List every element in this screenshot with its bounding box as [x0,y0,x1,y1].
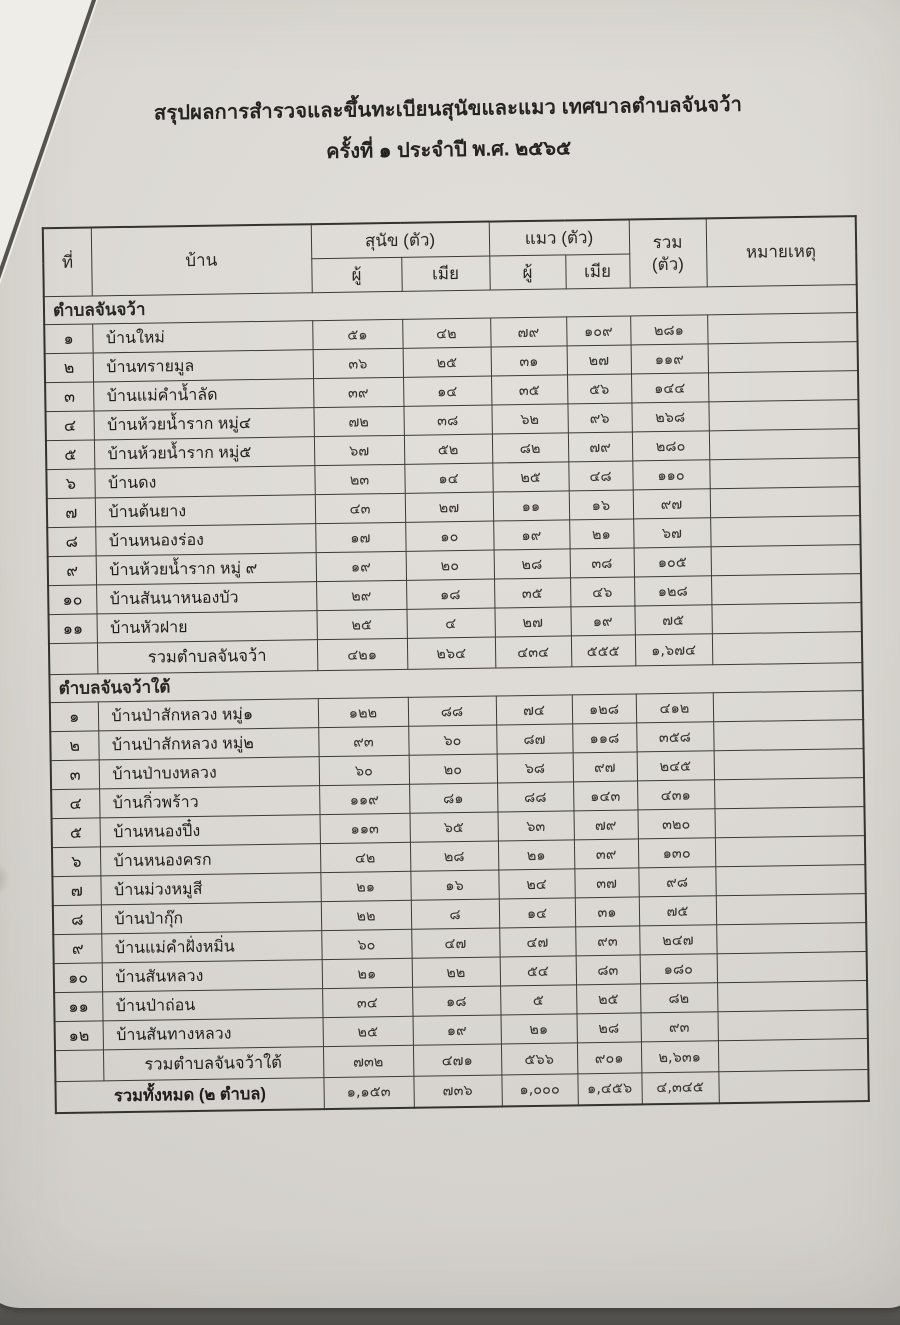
sum-total-cell: ๒,๖๓๑ [641,1041,718,1073]
remark-cell [717,981,867,1012]
row-number-cell: ๘ [47,527,95,557]
cat-male-cell: ๒๗ [494,607,570,637]
header-cat-female: เมีย [565,254,629,289]
remark-cell [713,691,863,722]
sum-remark-cell [718,1039,868,1072]
row-number-cell: ๖ [46,469,94,499]
row-total-cell: ๑๔๔ [631,373,708,403]
row-total-cell: ๒๔๕ [637,751,714,781]
cat-male-cell: ๖๘ [497,753,573,783]
header-total-line1: รวม [652,232,683,253]
cat-male-cell: ๗๔ [496,695,572,725]
remark-cell [713,720,863,751]
village-name-cell: บ้านใหม่ [92,321,312,353]
row-total-cell: ๙๘ [638,867,715,897]
cat-female-cell: ๗๙ [573,810,637,840]
dog-male-cell: ๔๒ [320,842,410,872]
village-name-cell: บ้านแม่คำฝั่งหมิ่น [101,931,321,963]
dog-female-cell: ๒๐ [409,754,497,784]
table-header [43,216,857,297]
sum-cat-male-cell: ๕๖๖ [501,1043,577,1075]
row-total-cell: ๘๒ [640,983,717,1013]
cat-female-cell: ๓๙ [574,839,638,869]
dog-female-cell: ๖๐ [408,725,496,755]
sum-cat-female-cell: ๕๕๕ [571,635,635,667]
table-body [44,285,869,1082]
village-name-cell: บ้านห้วยน้ำราก หมู่๔ [93,408,313,440]
village-name-cell: บ้านสันทางหลวง [103,1018,323,1050]
dog-male-cell: ๖๐ [321,929,411,959]
row-number-cell: ๒ [50,731,98,761]
dog-female-cell: ๒๒ [412,957,500,987]
row-total-cell: ๖๗ [633,518,710,548]
remark-cell [716,923,866,954]
row-number-cell: ๙ [48,556,96,586]
remark-cell [709,429,859,460]
cat-male-cell: ๘๒ [492,433,568,463]
dog-male-cell: ๓๖ [313,348,403,378]
dog-male-cell: ๑๙ [316,551,406,581]
remark-cell [716,894,866,925]
cat-male-cell: ๒๕ [492,462,568,492]
dog-female-cell: ๖๕ [409,812,497,842]
remark-cell [708,371,858,402]
grand-total-label: รวมทั้งหมด (๒ ตำบล) [55,1078,323,1113]
dog-male-cell: ๔๓ [315,493,405,523]
remark-cell [717,1010,867,1041]
dog-female-cell: ๑๙ [413,1015,501,1045]
dog-female-cell: ๑๖ [410,870,498,900]
document-title [0,85,899,171]
header-no: ที่ [43,227,92,296]
dog-female-cell: ๘ [411,899,499,929]
dog-female-cell: ๔๗ [411,928,499,958]
row-total-cell: ๑๓๐ [638,838,715,868]
dog-male-cell: ๑๒๒ [318,697,408,727]
row-number-cell: ๘ [53,905,101,935]
cat-male-cell: ๘๗ [496,724,572,754]
section-name: ตำบลจันจว้าใต้ [49,663,862,703]
dog-female-cell: ๑๐ [405,521,493,551]
row-number-cell: ๖ [52,847,100,877]
grand-total-dog-male: ๑,๑๕๓ [323,1076,413,1108]
sum-empty-no-cell [49,643,97,675]
row-total-cell: ๑๐๕ [634,547,711,577]
row-number-cell: ๗ [47,498,95,528]
cat-male-cell: ๕๔ [500,956,576,986]
row-total-cell: ๗๕ [639,896,716,926]
dog-male-cell: ๒๕ [323,1016,413,1046]
dog-female-cell: ๓๘ [403,405,491,435]
row-number-cell: ๑๒ [55,1021,103,1051]
grand-total-cat-female: ๑,๔๕๖ [577,1073,641,1105]
sum-total-cell: ๑,๖๗๔ [635,634,712,666]
header-total-line2: (ตัว) [651,254,684,274]
cat-female-cell: ๑๙ [570,606,634,636]
cat-female-cell: ๓๗ [574,868,638,898]
dog-male-cell: ๒๕ [316,609,406,639]
row-total-cell: ๔๓๑ [637,780,714,810]
grand-total-remark [718,1070,868,1103]
dog-male-cell: ๒๒ [321,900,411,930]
sum-dog-male-cell: ๔๒๑ [317,638,407,670]
village-name-cell: บ้านหัวฝาย [97,611,317,643]
remark-cell [709,458,859,489]
cat-female-cell: ๑๒๘ [572,694,636,724]
sum-dog-male-cell: ๗๓๒ [323,1045,413,1077]
row-total-cell: ๒๘๑ [630,315,707,345]
cat-male-cell: ๒๑ [501,1014,577,1044]
grand-total-dog-female: ๗๓๖ [413,1075,501,1107]
row-total-cell: ๙๗ [633,489,710,519]
cat-male-cell: ๔๗ [499,927,575,957]
village-name-cell: บ้านหนองครก [100,844,320,876]
sum-dog-female-cell: ๔๗๑ [413,1044,501,1076]
row-number-cell: ๕ [46,440,94,470]
sum-cat-male-cell: ๔๓๔ [495,636,571,668]
village-name-cell: บ้านห้วยน้ำราก หมู่ ๙ [96,553,316,585]
dog-male-cell: ๑๗ [315,522,405,552]
dog-female-cell: ๔๒ [402,318,490,348]
cat-male-cell: ๓๑ [491,346,567,376]
row-total-cell: ๓๒๐ [637,809,714,839]
dog-female-cell: ๕๒ [404,434,492,464]
dog-female-cell: ๑๔ [403,376,491,406]
cat-female-cell: ๑๔๓ [573,781,637,811]
dog-male-cell: ๖๗ [314,435,404,465]
cat-male-cell: ๖๓ [497,811,573,841]
section-sum-label: รวมตำบลจันจว้า [97,640,317,674]
dog-male-cell: ๒๓ [314,464,404,494]
row-total-cell: ๒๖๘ [631,402,708,432]
remark-cell [710,516,860,547]
village-name-cell: บ้านป่ากุ๊ก [101,902,321,934]
survey-table [42,215,870,1113]
row-total-cell: ๑๑๙ [631,344,708,374]
row-total-cell: ๓๕๘ [636,722,713,752]
remark-cell [708,342,858,373]
dog-male-cell: ๑๑๓ [320,813,410,843]
cat-male-cell: ๒๘ [494,549,570,579]
cat-female-cell: ๑๐๙ [566,316,630,346]
dog-male-cell: ๕๑ [312,319,402,349]
village-name-cell: บ้านกิ่วพร้าว [99,786,319,818]
village-name-cell: บ้านสันนาหนองบัว [96,582,316,614]
dog-female-cell: ๒๘ [410,841,498,871]
grand-total-sum: ๔,๓๔๕ [641,1072,718,1104]
title-line-1: สรุปผลการสำรวจและขึ้นทะเบียนสุนัขและแมว เทศบาลตำบลจันจว้า [153,93,743,125]
sum-empty-no-cell [55,1050,103,1082]
dog-male-cell: ๒๙ [316,580,406,610]
header-remark: หมายเหตุ [706,216,857,287]
dog-female-cell: ๑๘ [406,579,494,609]
remark-cell [711,545,861,576]
dog-male-cell: ๒๑ [320,871,410,901]
header-cat-group: แมว (ตัว) [489,219,629,256]
header-dog-group: สุนัข (ตัว) [311,222,489,259]
remark-cell [714,807,864,838]
section-sum-label: รวมตำบลจันจว้าใต้ [103,1047,323,1081]
header-total [629,218,707,288]
cat-male-cell: ๕ [500,985,576,1015]
dog-male-cell: ๖๐ [319,755,409,785]
row-number-cell: ๙ [53,934,101,964]
village-name-cell: บ้านหนองปึ๋ง [100,815,320,847]
header-dog-female: เมีย [401,256,489,291]
dog-male-cell: ๙๓ [318,726,408,756]
dog-male-cell: ๒๑ [322,958,412,988]
row-number-cell: ๑ [50,702,98,732]
row-total-cell: ๙๓ [640,1012,717,1042]
row-number-cell: ๔ [51,789,99,819]
cat-male-cell: ๖๒ [491,404,567,434]
row-number-cell: ๓ [45,382,93,412]
cat-male-cell: ๒๑ [498,840,574,870]
title-line-2: ครั้งที่ ๑ ประจำปี พ.ศ. ๒๕๖๕ [326,137,572,163]
village-name-cell: บ้านป่าสักหลวง หมู่๒ [98,728,318,760]
dog-female-cell: ๘๘ [408,696,496,726]
cat-female-cell: ๒๗ [567,345,631,375]
cat-female-cell: ๔๘ [568,461,632,491]
cat-female-cell: ๓๘ [570,548,634,578]
header-dog-male: ผู้ [311,257,401,292]
remark-cell [715,836,865,867]
cat-male-cell: ๓๕ [494,578,570,608]
dog-female-cell: ๒๐ [406,550,494,580]
village-name-cell: บ้านห้วยน้ำราก หมู่๕ [94,437,314,469]
cat-female-cell: ๒๘ [576,1013,640,1043]
cat-male-cell: ๒๔ [498,869,574,899]
village-name-cell: บ้านป่าบงหลวง [99,757,319,789]
row-total-cell: ๑๒๘ [634,576,711,606]
section-name: ตำบลจันจว้า [44,285,857,325]
dog-male-cell: ๓๙ [313,377,403,407]
village-name-cell: บ้านทรายมูล [93,350,313,382]
cat-male-cell: ๓๕ [491,375,567,405]
cat-female-cell: ๙๖ [567,403,631,433]
dog-female-cell: ๒๕ [403,347,491,377]
row-number-cell: ๑ [44,324,92,354]
cat-female-cell: ๕๖ [567,374,631,404]
row-total-cell: ๒๔๗ [639,925,716,955]
cat-female-cell: ๑๖ [569,490,633,520]
row-total-cell: ๑๘๐ [640,954,717,984]
row-total-cell: ๗๕ [634,605,711,635]
remark-cell [711,603,861,634]
cat-female-cell: ๗๙ [568,432,632,462]
cat-male-cell: ๘๘ [497,782,573,812]
cat-male-cell: ๗๙ [490,317,566,347]
village-name-cell: บ้านป่าถ่อน [102,989,322,1021]
row-number-cell: ๑๑ [54,992,102,1022]
header-village: บ้าน [91,224,312,296]
sum-remark-cell [712,632,862,665]
dog-female-cell: ๔ [406,608,494,638]
dog-female-cell: ๑๘ [412,986,500,1016]
row-total-cell: ๔๑๒ [636,693,713,723]
row-number-cell: ๗ [52,876,100,906]
cat-female-cell: ๒๕ [576,984,640,1014]
cat-male-cell: ๑๔ [499,898,575,928]
cat-female-cell: ๑๑๘ [572,723,636,753]
row-number-cell: ๒ [45,353,93,383]
cat-female-cell: ๒๑ [569,519,633,549]
remark-cell [711,574,861,605]
remark-cell [708,400,858,431]
dog-female-cell: ๒๗ [405,492,493,522]
village-name-cell: บ้านต้นยาง [95,495,315,527]
header-cat-male: ผู้ [489,255,565,290]
village-name-cell: บ้านป่าสักหลวง หมู่๑ [98,699,318,731]
cat-female-cell: ๓๑ [575,897,639,927]
cat-female-cell: ๔๖ [570,577,634,607]
village-name-cell: บ้านแม่คำน้ำลัด [93,379,313,411]
cat-male-cell: ๑๑ [493,491,569,521]
row-number-cell: ๓ [51,760,99,790]
remark-cell [710,487,860,518]
remark-cell [707,313,857,344]
cat-female-cell: ๙๗ [573,752,637,782]
grand-total-cat-male: ๑,๐๐๐ [501,1074,577,1106]
cat-female-cell: ๙๓ [575,926,639,956]
village-name-cell: บ้านดง [94,466,314,498]
row-number-cell: ๑๐ [54,963,102,993]
sum-cat-female-cell: ๙๐๑ [577,1042,641,1074]
sum-dog-female-cell: ๒๖๔ [407,637,495,669]
remark-cell [715,865,865,896]
row-number-cell: ๔ [46,411,94,441]
remark-cell [717,952,867,983]
remark-cell [714,778,864,809]
dog-female-cell: ๑๔ [404,463,492,493]
row-total-cell: ๑๑๐ [632,460,709,490]
remark-cell [714,749,864,780]
dog-male-cell: ๗๒ [313,406,403,436]
dog-male-cell: ๓๔ [322,987,412,1017]
row-number-cell: ๕ [52,818,100,848]
village-name-cell: บ้านสันหลวง [102,960,322,992]
cat-male-cell: ๑๙ [493,520,569,550]
dog-female-cell: ๘๑ [409,783,497,813]
row-total-cell: ๒๘๐ [632,431,709,461]
row-number-cell: ๑๐ [48,585,96,615]
village-name-cell: บ้านม่วงหมูสี [100,873,320,905]
dog-male-cell: ๑๑๙ [319,784,409,814]
cat-female-cell: ๘๓ [576,955,640,985]
village-name-cell: บ้านหนองร่อง [95,524,315,556]
row-number-cell: ๑๑ [49,614,97,644]
